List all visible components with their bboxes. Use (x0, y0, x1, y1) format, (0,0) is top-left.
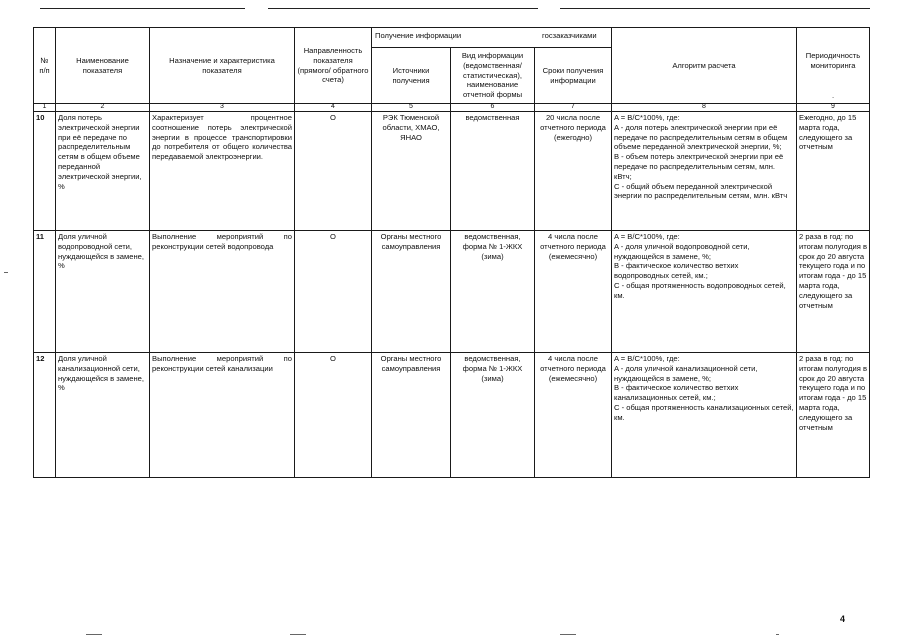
monitoring-frequency: 2 раза в год: по итогам полугодия в срок до 20 августа текущего года и по итогам года - до 15 марта года, следующего за отчетным (799, 232, 867, 310)
info-deadline: 4 числа после отчетного периода (ежемесячно) (540, 354, 606, 383)
indicator-name: Доля потерь электрической энергии при её передаче по распределительным сетям в общем объеме переданной электрической энергии, % (58, 113, 142, 191)
indicator-purpose: Выполнение мероприятий по реконструкции сетей водопровода (152, 232, 292, 251)
indicator-purpose: Характеризует процентное соотношение потерь электрической энергии в процессе транспортировки до потребителя от общего количества передаваемой электроэнергии. (152, 113, 292, 162)
calculation-algorithm: A = B/C*100%, где: A - доля уличной водопроводной сети, нуждающейся в замене, %; B - фактическое количество ветхих водопроводных сетей, км.; C - общая протяженность водопроводных сетей, км. (614, 232, 786, 300)
header-group-right: госзаказчиками (542, 31, 597, 40)
info-type: ведомственная, форма № 1-ЖКХ (зима) (462, 354, 523, 383)
column-number: 3 (220, 103, 224, 110)
header-num: № п/п (39, 55, 50, 75)
header-frequency-dot: . (831, 91, 835, 100)
page-number: 4 (840, 614, 846, 624)
info-type: ведомственная (465, 113, 520, 122)
indicator-direction: О (330, 354, 336, 363)
column-number: 6 (490, 103, 495, 110)
header-sources: Источники получения (392, 65, 430, 85)
scan-mark (776, 634, 779, 635)
info-type: ведомственная, форма № 1-ЖКХ (зима) (462, 232, 523, 261)
header-direction: Направленность показателя (прямого/ обратного счета) (297, 45, 369, 85)
row-number: 11 (36, 232, 45, 241)
row-number: 12 (36, 354, 45, 363)
indicator-direction: О (330, 232, 336, 241)
column-number: 5 (409, 103, 413, 110)
indicator-name: Доля уличной канализационной сети, нуждающейся в замене, % (58, 354, 144, 393)
column-number: 8 (702, 103, 706, 110)
calculation-algorithm: A = B/C*100%, где: A - доля потерь электрической энергии при её передаче по распределительным сетям в общем объеме переданной электрической энергии, %; B - объем потерь электрической энергии при её передаче по распределительным сетям, млн. кВтч; C - общий объем переданной электрической энергии по распределительным сетям, млн. кВтч (614, 113, 788, 201)
header-algorithm: Алгоритм расчета (672, 60, 736, 70)
scan-mark (290, 634, 306, 635)
info-source: Органы местного самоуправления (380, 232, 442, 251)
column-number: 2 (100, 103, 105, 110)
header-frequency: Периодичность мониторинга (805, 51, 861, 70)
info-deadline: 4 числа после отчетного периода (ежемесячно) (540, 232, 606, 261)
column-number: 4 (331, 103, 335, 110)
column-number: 7 (571, 103, 575, 110)
header-group-left: Получение информации (375, 31, 462, 40)
info-source: Органы местного самоуправления (380, 354, 442, 373)
info-deadline: 20 числа после отчетного периода (ежегодно) (540, 113, 606, 142)
header-purpose: Назначение и характеристика показателя (169, 55, 275, 75)
row-number: 10 (36, 113, 45, 122)
indicator-purpose: Выполнение мероприятий по реконструкции сетей канализации (152, 354, 292, 373)
column-number: 1 (42, 103, 47, 110)
indicator-name: Доля уличной водопроводной сети, нуждающейся в замене, % (58, 232, 144, 271)
column-number: 9 (831, 103, 835, 110)
scan-mark (560, 634, 576, 635)
scan-mark (4, 272, 8, 273)
header-info-type: Вид информации (ведомственная/ статистическая), наименование отчетной формы (461, 51, 524, 100)
info-source: РЭК Тюменской области, ХМАО, ЯНАО (382, 113, 440, 142)
header-name: Наименование показателя (76, 55, 129, 75)
indicator-direction: О (330, 113, 336, 122)
monitoring-frequency: 2 раза в год: по итогам полугодия в срок до 20 августа текущего года и по итогам года - до 15 марта года, следующего за отчетным (799, 354, 867, 432)
monitoring-frequency: Ежегодно, до 15 марта года, следующего за отчетным (799, 113, 857, 152)
header-deadlines: Сроки получения информации (542, 65, 604, 85)
calculation-algorithm: A = B/C*100%, где: A - доля уличной канализационной сети, нуждающейся в замене, %; B - фактическое количество ветхих канализационных сетей, км.; C - общая протяженность канализационных сетей, км. (614, 354, 794, 422)
scan-mark (86, 634, 102, 635)
